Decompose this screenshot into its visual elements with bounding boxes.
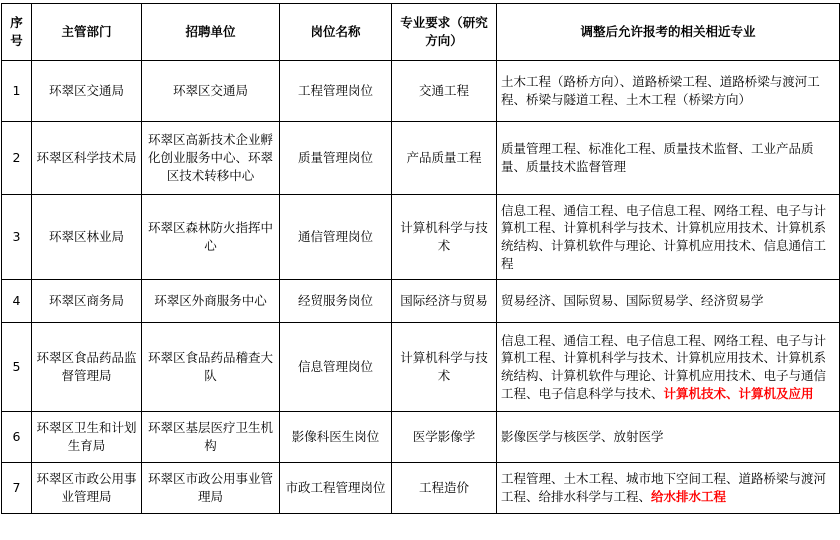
cell-post: 经贸服务岗位 [280,280,392,323]
allowed-highlight: 给水排水工程 [651,489,727,504]
cell-allowed [497,463,840,514]
header-allowed: 调整后允许报考的相关相近专业 [497,4,840,61]
cell-index: 4 [2,280,32,323]
cell-index: 3 [2,195,32,280]
spreadsheet-sheet [0,3,840,540]
cell-post: 信息管理岗位 [280,323,392,412]
cell-major: 工程造价 [392,463,497,514]
table-row [2,412,840,463]
cell-unit: 环翠区市政公用事业管理局 [142,463,280,514]
table-row [2,195,840,280]
header-post: 岗位名称 [280,4,392,61]
cell-index: 5 [2,323,32,412]
cell-major: 计算机科学与技术 [392,323,497,412]
table-row [2,61,840,122]
header-unit: 招聘单位 [142,4,280,61]
cell-dept: 环翠区市政公用事业管理局 [32,463,142,514]
cell-index: 1 [2,61,32,122]
table-row [2,463,840,514]
header-index: 序号 [2,4,32,61]
cell-major: 交通工程 [392,61,497,122]
cell-dept: 环翠区卫生和计划生育局 [32,412,142,463]
table-row [2,280,840,323]
cell-allowed [497,122,840,195]
header-dept: 主管部门 [32,4,142,61]
cell-unit: 环翠区基层医疗卫生机构 [142,412,280,463]
allowed-text: 信息工程、通信工程、电子信息工程、网络工程、电子与计算机工程、计算机科学与技术、计算机应用技术、计算机系统结构、计算机软件与理论、计算机应用技术、信息通信工程 [501,202,827,271]
cell-post: 工程管理岗位 [280,61,392,122]
cell-dept: 环翠区商务局 [32,280,142,323]
table-header-row [2,4,840,61]
allowed-text: 影像医学与核医学、放射医学 [501,429,664,445]
cell-allowed [497,195,840,280]
allowed-text: 贸易经济、国际贸易、国际贸易学、经济贸易学 [501,293,764,309]
cell-unit: 环翠区高新技术企业孵化创业服务中心、环翠区技术转移中心 [142,122,280,195]
cell-unit: 环翠区食品药品稽查大队 [142,323,280,412]
cell-dept: 环翠区食品药品监督管理局 [32,323,142,412]
cell-allowed [497,323,840,412]
cell-unit: 环翠区交通局 [142,61,280,122]
cell-dept: 环翠区交通局 [32,61,142,122]
cell-post: 市政工程管理岗位 [280,463,392,514]
cell-post: 通信管理岗位 [280,195,392,280]
allowed-text: 工程管理、土木工程、城市地下空间工程、道路桥梁与渡河工程、给排水科学与工程、 [501,471,827,504]
cell-major: 计算机科学与技术 [392,195,497,280]
cell-index: 2 [2,122,32,195]
cell-post: 质量管理岗位 [280,122,392,195]
table-row [2,323,840,412]
allowed-text: 土木工程（路桥方向）、道路桥梁工程、道路桥梁与渡河工程、桥梁与隧道工程、土木工程（桥梁方向） [501,74,820,107]
cell-unit: 环翠区森林防火指挥中心 [142,195,280,280]
cell-allowed [497,280,840,323]
allowed-highlight: 计算机技术、计算机及应用 [663,385,814,401]
cell-dept: 环翠区林业局 [32,195,142,280]
majors-table [1,3,840,514]
cell-index: 7 [2,463,32,514]
cell-dept: 环翠区科学技术局 [32,122,142,195]
cell-major: 国际经济与贸易 [392,280,497,323]
cell-unit: 环翠区外商服务中心 [142,280,280,323]
cell-allowed [497,412,840,463]
table-row [2,122,840,195]
cell-major: 医学影像学 [392,412,497,463]
cell-major: 产品质量工程 [392,122,497,195]
cell-index: 6 [2,412,32,463]
allowed-text: 质量管理工程、标准化工程、质量技术监督、工业产品质量、质量技术监督管理 [501,141,814,174]
header-major: 专业要求（研究方向） [392,4,497,61]
cell-allowed [497,61,840,122]
allowed-text: 信息工程、通信工程、电子信息工程、网络工程、电子与计算机工程、计算机科学与技术、计算机应用技术、计算机系统结构、计算机软件与理论、计算机应用技术、电子与通信工程、电子信息科学与技术、 [501,332,827,401]
cell-post: 影像科医生岗位 [280,412,392,463]
